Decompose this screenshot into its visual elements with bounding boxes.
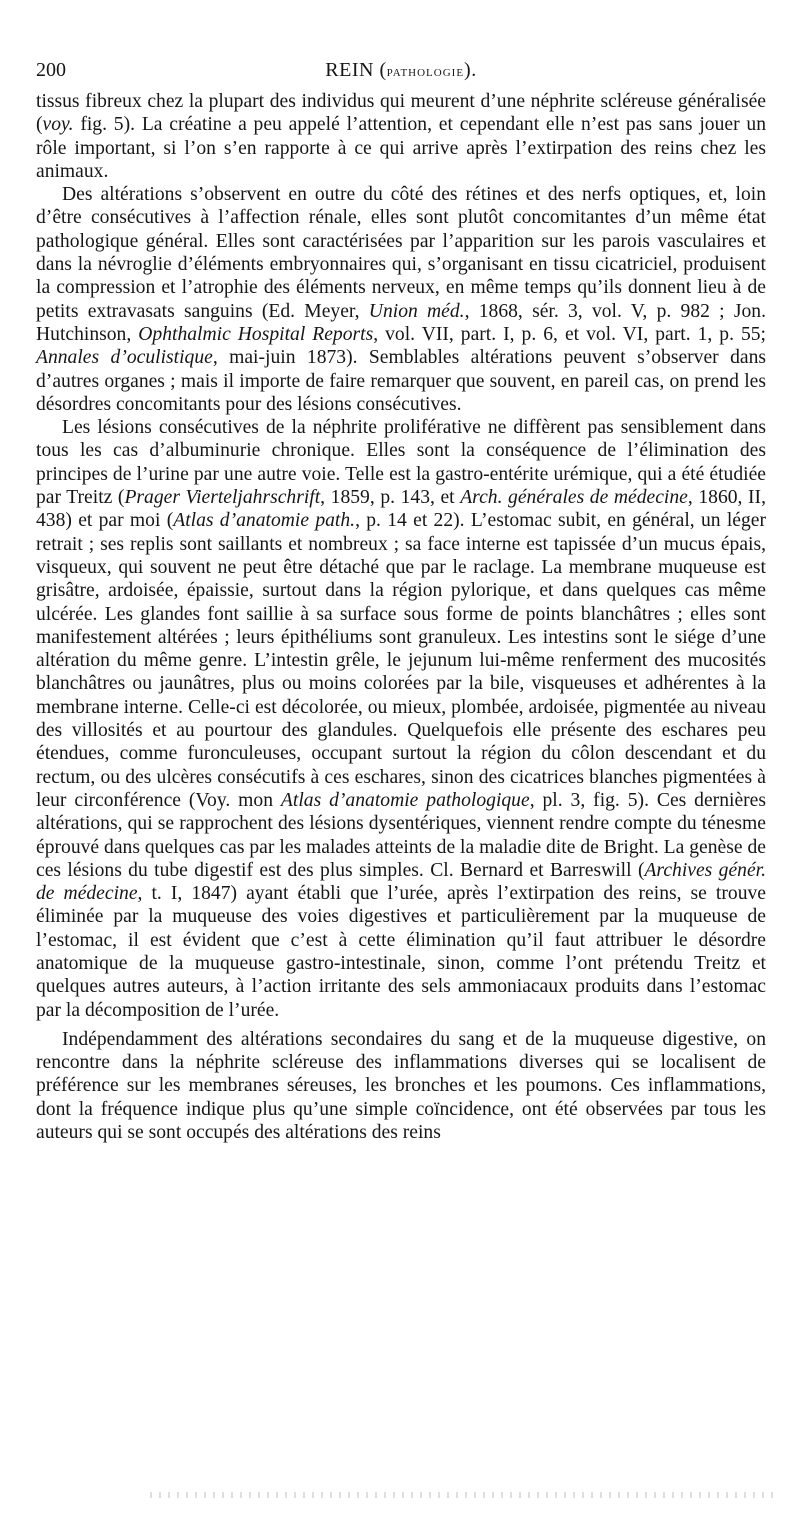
body-text	[36, 90, 766, 1144]
running-title-subtitle: pathologie	[386, 63, 465, 80]
text-run: Les lésions consécutives de la néphrite proliférative ne diffèrent pas sensiblement dans tous les cas d’albuminurie chronique. Elles sont la conséquence de l’élimination des principes de l’urine par une autre voie. Telle est la gastro-entérite urémique, qui a été étudiée par Treitz (	[36, 417, 766, 509]
text-run: tissus fibreux chez la plupart des individus qui meurent d’une néphrite scléreuse généralisée (	[36, 91, 766, 136]
italic-citation: Prager Vierteljahrschrift	[124, 487, 321, 509]
paragraph-inflammations	[36, 1028, 766, 1144]
text-run: , 1868, sér. 3, vol. V, p. 982 ; Jon. Hutchinson,	[36, 300, 766, 345]
italic-citation: Atlas d’anatomie pathologique	[280, 789, 530, 811]
text-run: , t. I, 1847) ayant établi que l’urée, après l’extirpation des reins, se trouve éliminée par la muqueuse des voies digestives et particulièrement par la muqueuse de l’estomac, il est évident que c’est à cette élimination qu’il faut attribuer le désordre anatomique de la muqueuse gastro-intestinale, sinon, comme l’ont prétendu Treitz et quelques autres auteurs, à l’action irritante des sels ammoniacaux produits dans l’estomac par la décomposition de l’urée.	[36, 883, 766, 1021]
page-number: 200	[36, 59, 66, 81]
running-title-end: ).	[464, 59, 477, 81]
text-run: Indépendamment des altérations secondaires du sang et de la muqueuse digestive, on rencontre dans la néphrite scléreuse des inflammations diverses qui se localisent de préférence sur les membranes séreuses, les bronches et les poumons. Ces inflammations, dont la fréquence indique plus qu’une simple coïncidence, ont été observées par tous les auteurs qui se sont occupés des altérations des reins	[36, 1028, 766, 1144]
italic-citation: Archives génér. de médecine	[36, 859, 766, 905]
scan-artifact	[150, 1492, 780, 1498]
text-run: , mai-juin 1873). Semblables altérations peuvent s’observer dans d’autres organes ; mais il importe de faire remarquer que souvent, en pareil cas, on prend les désordres concomitants pour des lésions consécutives.	[36, 347, 766, 415]
running-title-main: REIN (	[325, 59, 387, 81]
running-title	[36, 56, 766, 86]
paragraph-retinal-alterations	[36, 183, 766, 416]
text-run: , pl. 3, fig. 5). Ces dernières altérations, qui se rapprochent des lésions dysentériques, viennent rendre compte du ténesme éprouvé dans quelques cas par les malades atteints de la maladie dite de Bright. La genèse de ces lésions du tube digestif est des plus simples. Cl. Bernard et Barreswill (	[36, 789, 766, 881]
book-page	[36, 56, 766, 1144]
paragraph-continuation	[36, 90, 766, 183]
italic-citation: voy.	[42, 114, 74, 136]
italic-citation: Ophthalmic Hospital Reports	[138, 323, 374, 345]
text-run: Des altérations s’observent en outre du côté des rétines et des nerfs optiques, et, loin d’être consécutives à l’affection rénale, elles sont plutôt concomitantes d’un même état pathologique général. Elles sont caractérisées par l’apparition sur les parois vasculaires et dans la névroglie d’éléments embryonnaires qui, s’organisant en tissu cicatriciel, produisent la compression et l’atrophie des éléments nerveux, en même temps qu’ils donnent lieu à de petits extravasats sanguins (Ed. Meyer,	[36, 184, 766, 322]
text-run: fig. 5). La créatine a peu appelé l’attention, et cependant elle n’est pas sans jouer un rôle important, si l’on s’en rapporte à ce qui arrive après l’extirpation des reins chez les animaux.	[36, 114, 766, 182]
italic-citation: Atlas d’anatomie path.	[173, 510, 356, 532]
italic-citation: Annales d’oculistique	[36, 347, 213, 369]
running-head	[36, 56, 766, 84]
text-run: , 1859, p. 143, et	[320, 487, 461, 509]
text-run: , 1860, II, 438) et par moi (	[36, 487, 766, 532]
paragraph-consecutive-lesions	[36, 416, 766, 1022]
italic-citation: Arch. générales de médecine	[460, 487, 688, 509]
text-run: , p. 14 et 22). L’estomac subit, en général, un léger retrait ; ses replis sont saillants et nombreux ; sa face interne est tapissée d’un mucus épais, visqueux, qui souvent ne peut être détaché que par le raclage. La membrane muqueuse est grisâtre, ardoisée, épaissie, surtout dans la région pylorique, et dans quelques cas même ulcérée. Les glandes font saillie à sa surface sous forme de points blanchâtres ; elles sont manifestement altérées ; leurs épithéliums sont granuleux. Les intestins sont le siége d’une altération du même genre. L’intestin grêle, le jejunum lui-même renferment des mucosités blanchâtres ou jaunâtres, plus ou moins colorées par la bile, visqueuses et adhérentes à la membrane interne. Celle-ci est décolorée, ou mieux, plombée, ardoisée, pigmentée au niveau des villosités et au pourtour des glandules. Quelquefois elle présente des eschares peu étendues, comme furonculeuses, occupant surtout la région du côlon descendant et du rectum, ou des ulcères consécutifs à ces eschares, sinon des cicatrices blanches pigmentées à leur circonférence (Voy. mon	[36, 510, 766, 811]
italic-citation: Union méd.	[368, 300, 465, 322]
text-run: , vol. VII, part. I, p. 6, et vol. VI, part. 1, p. 55;	[373, 323, 767, 345]
